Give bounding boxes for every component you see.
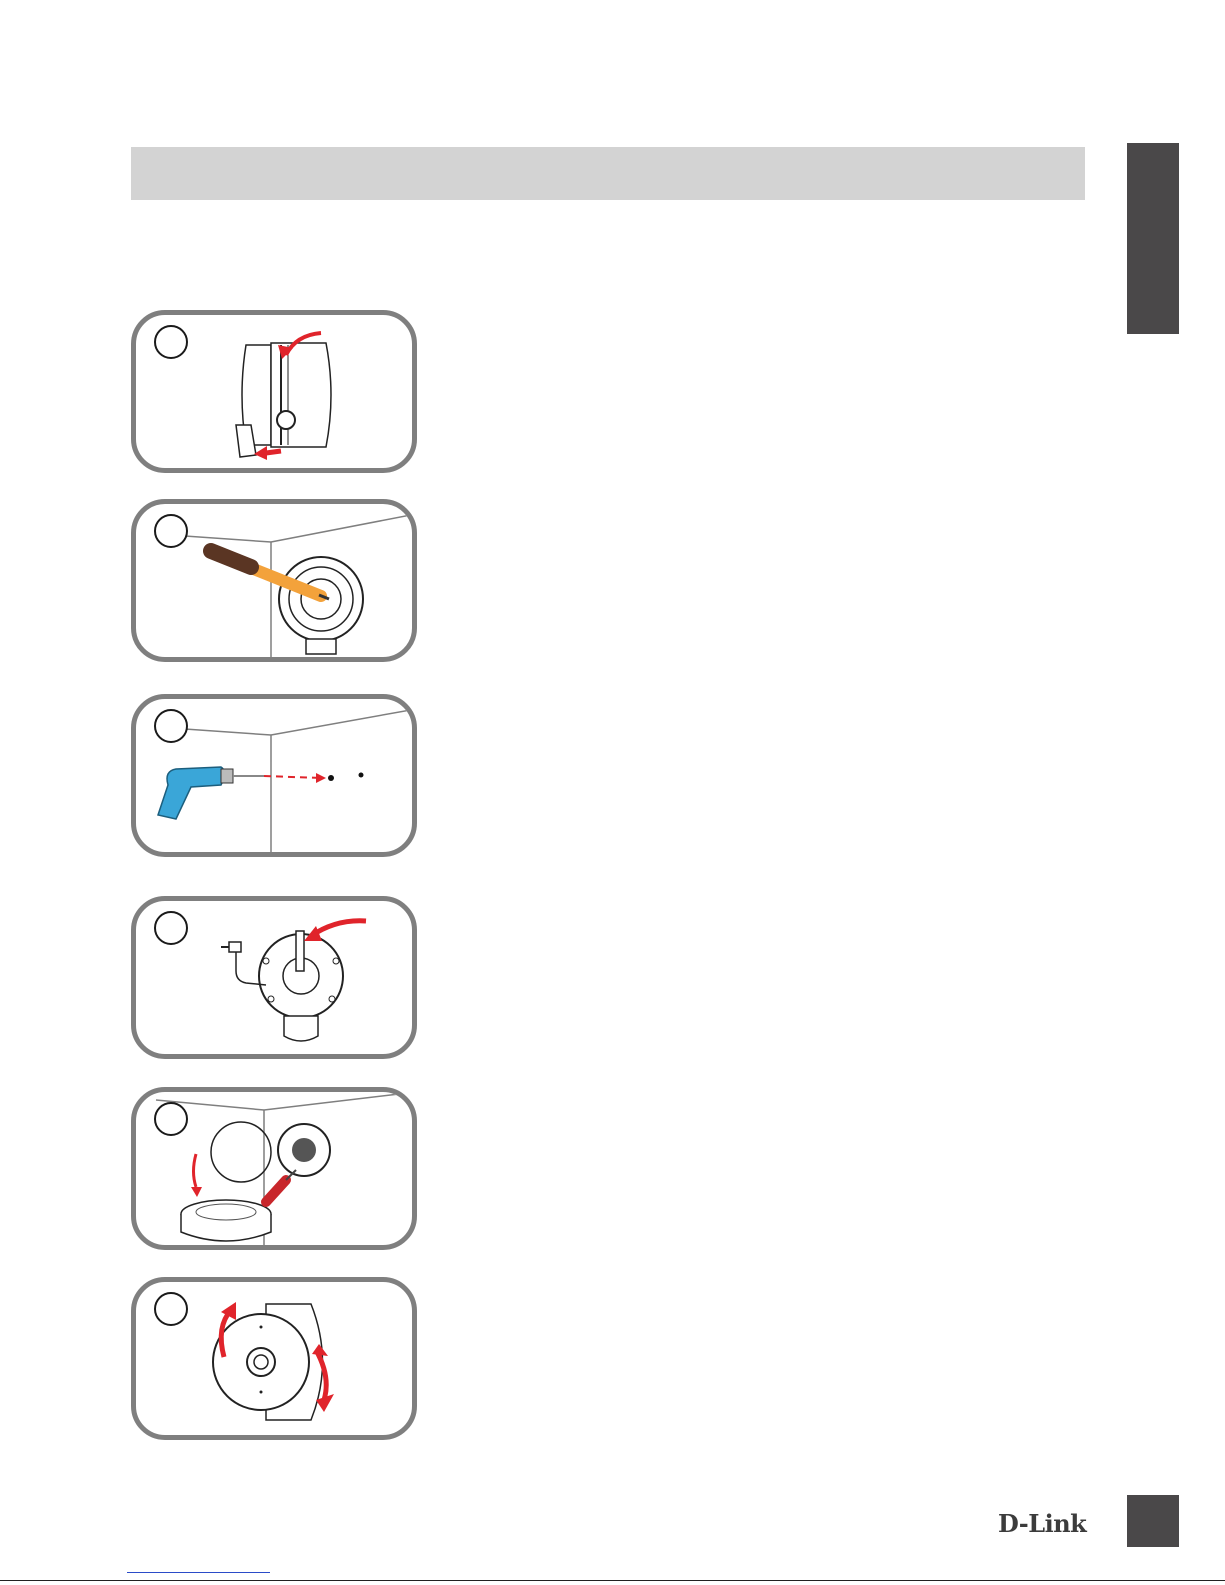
page-number-box (1127, 1495, 1179, 1547)
footer-rule (0, 1580, 1225, 1581)
step-number-badge (154, 1102, 188, 1136)
step-6-illustration (131, 1277, 417, 1440)
step-2-illustration (131, 499, 417, 662)
step-3-illustration (131, 694, 417, 857)
step-number-badge (154, 514, 188, 548)
section-header-bar (131, 147, 1085, 200)
step-number-badge (154, 325, 188, 359)
footer-link-underline (127, 1572, 270, 1573)
step-number-badge (154, 911, 188, 945)
step-number-badge (154, 709, 188, 743)
d-link-logo: D-Link (998, 1509, 1087, 1538)
step-1-illustration (131, 310, 417, 473)
step-number-badge (154, 1292, 188, 1326)
step-4-illustration (131, 896, 417, 1059)
step-5-illustration (131, 1087, 417, 1250)
language-side-tab (1127, 143, 1179, 334)
